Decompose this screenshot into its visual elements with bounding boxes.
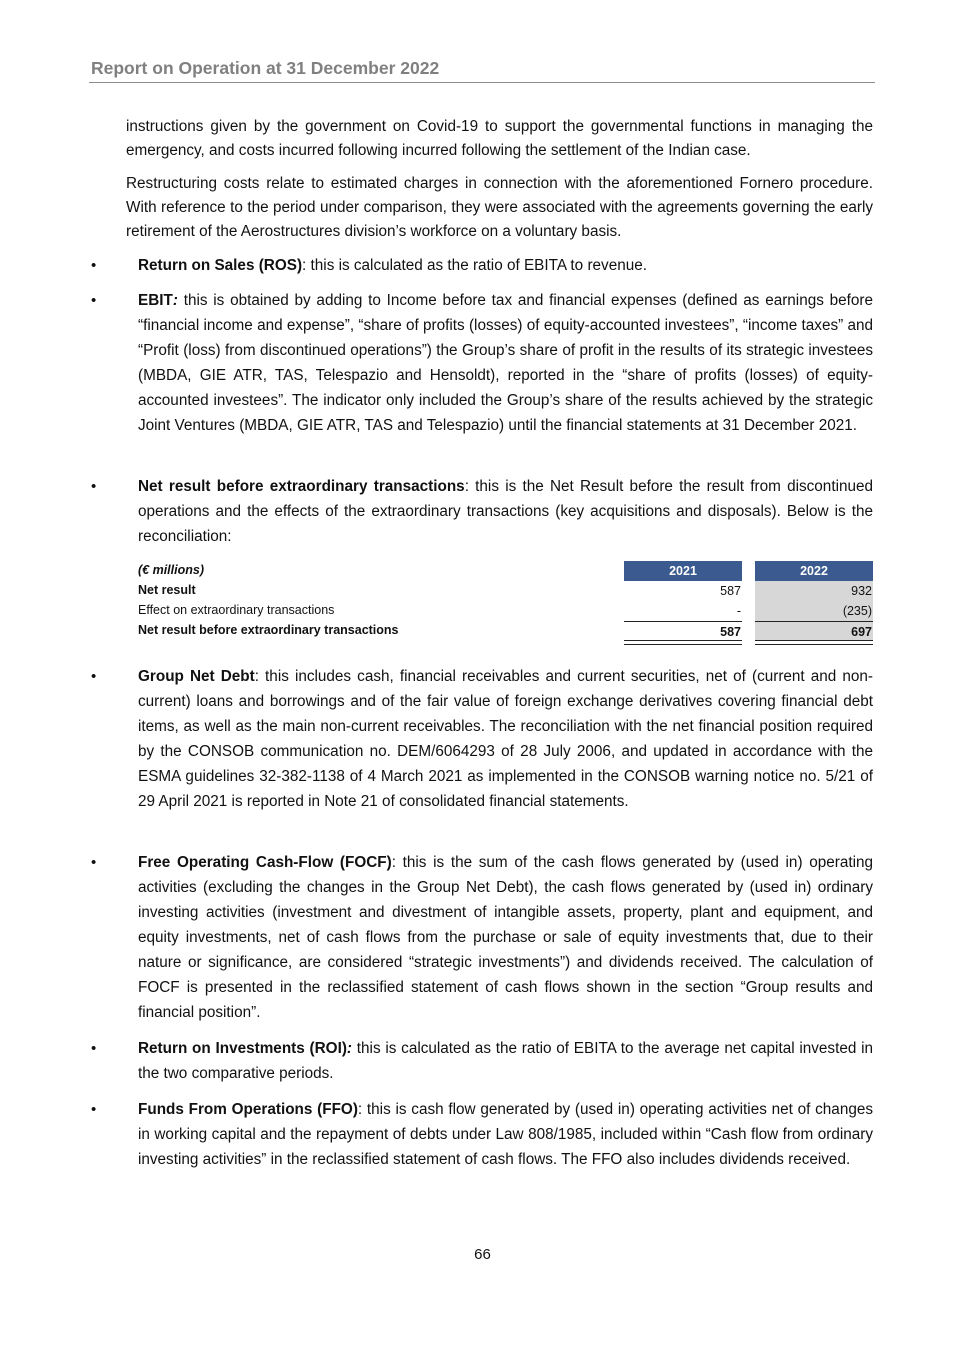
table-unit-label: (€ millions) <box>138 563 204 577</box>
column-header-2022: 2022 <box>755 561 873 581</box>
definition-ebit: this is obtained by adding to Income before tax and financial expenses (defined as earnings before “financial income and expense”, “share of profits (losses) of equity-accounted investees”, “income taxes” and “Profit (loss) from discontinued operations”) the Group’s share of profit in the results of its strategic investees (MBDA, GIE ATR, TAS, Telespazio and Hensoldt), reported in the “share of profits (losses) of equity-accounted investees”. The indicator only included the Group’s share of the results achieved by the strategic Joint Ventures (MBDA, GIE ATR, TAS and Telespazio) until the financial statements at 31 December 2021. <box>138 292 873 434</box>
table-header-row <box>138 561 873 581</box>
definition-ros: : this is calculated as the ratio of EBITA to revenue. <box>302 257 647 274</box>
cell-2022: (235) <box>755 601 873 621</box>
table-row <box>138 601 873 621</box>
bullet-marker: • <box>91 478 97 495</box>
bullet-marker: • <box>91 854 97 871</box>
term-ebit-colon: : <box>172 292 178 309</box>
row-label: Effect on extraordinary transactions <box>138 603 335 617</box>
definition-net-debt: : this includes cash, financial receivables and current securities, net of (current and non-current) loans and borrowings and of the fair value of foreign exchange derivatives covering financial debt items, as well as the main non-current receivables. The reconciliation with the net financial position required by the CONSOB communication no. DEM/6064293 of 28 July 2006, and updated in accordance with the ESMA guidelines 32-382-1138 of 4 March 2021 as implemented in the CONSOB warning notice no. 5/21 of 29 April 2021 is reported in Note 21 of consolidated financial statements. <box>138 668 873 810</box>
bullet-ffo <box>138 1097 873 1172</box>
bullet-ros <box>138 253 873 278</box>
table-total-row <box>138 621 873 641</box>
row-label: Net result <box>138 583 196 597</box>
bullet-net-result <box>138 474 873 549</box>
bullet-marker: • <box>91 1040 97 1057</box>
term-roi: Return on Investments (ROI) <box>138 1040 347 1057</box>
cell-2021: - <box>736 604 741 618</box>
bullet-marker: • <box>91 1101 97 1118</box>
term-roi-colon: : <box>346 1040 353 1057</box>
total-double-rule <box>755 640 873 645</box>
report-header-title: Report on Operation at 31 December 2022 <box>91 58 440 78</box>
cell-2022: 932 <box>755 581 873 601</box>
bullet-marker: • <box>91 668 97 685</box>
term-focf: Free Operating Cash-Flow (FOCF) <box>138 854 392 871</box>
bullet-net-debt <box>138 664 873 814</box>
column-header-2021: 2021 <box>624 561 742 581</box>
term-ebit: EBIT <box>138 292 173 309</box>
table-row <box>138 581 873 601</box>
term-net-result: Net result before extraordinary transactions <box>138 478 465 495</box>
total-double-rule <box>624 640 742 645</box>
bullet-ebit <box>138 288 873 438</box>
cell-2021: 587 <box>624 621 742 641</box>
definition-ffo: : this is cash flow generated by (used in) operating activities net of changes in working capital and the repayment of debts under Law 808/1985, included within “Cash flow from ordinary investing activities” in the reclassified statement of cash flows. The FFO also includes dividends received. <box>138 1101 873 1168</box>
bullet-marker: • <box>91 292 97 309</box>
definition-roi: this is calculated as the ratio of EBITA to the average net capital invested in the two comparative periods. <box>138 1040 874 1082</box>
cell-2021: 587 <box>720 584 741 598</box>
paragraph-restructuring-costs: Restructuring costs relate to estimated charges in connection with the aforementioned Fornero procedure. With reference to the period under comparison, they were associated with the agreements governing the early retirement of the Aerostructures division’s workforce on a voluntary basis. <box>126 175 873 240</box>
paragraph-covid-costs: instructions given by the government on Covid-19 to support the governmental functions in managing the emergency, and costs incurred following incurred following the settlement of the Indian case. <box>126 118 873 159</box>
bullet-focf <box>138 850 873 1025</box>
term-net-debt: Group Net Debt <box>138 668 255 685</box>
row-label: Net result before extraordinary transactions <box>138 623 399 637</box>
definition-net-result: : this is the Net Result before the result from discontinued operations and the effects of the extraordinary transactions (key acquisitions and disposals). Below is the reconciliation: <box>138 478 873 545</box>
definition-focf: : this is the sum of the cash flows generated by (used in) operating activities (excluding the changes in the Group Net Debt), the cash flows generated by (used in) ordinary investing activities (investment and divestment of intangible assets, property, plant and equipment, and equity investments, net of cash flows from the purchase or sale of equity investments that, due to their nature or significance, are considered “strategic investments”) and dividends received. The calculation of FOCF is presented in the reclassified statement of cash flows shown in the section “Group results and financial position”. <box>138 854 873 1021</box>
term-ffo: Funds From Operations (FFO) <box>138 1101 358 1118</box>
bullet-marker: • <box>91 257 97 274</box>
term-ros: Return on Sales (ROS) <box>138 257 303 274</box>
bullet-roi <box>138 1036 873 1086</box>
page-number: 66 <box>474 1246 491 1263</box>
cell-2022: 697 <box>755 621 873 641</box>
header-divider <box>89 82 875 83</box>
